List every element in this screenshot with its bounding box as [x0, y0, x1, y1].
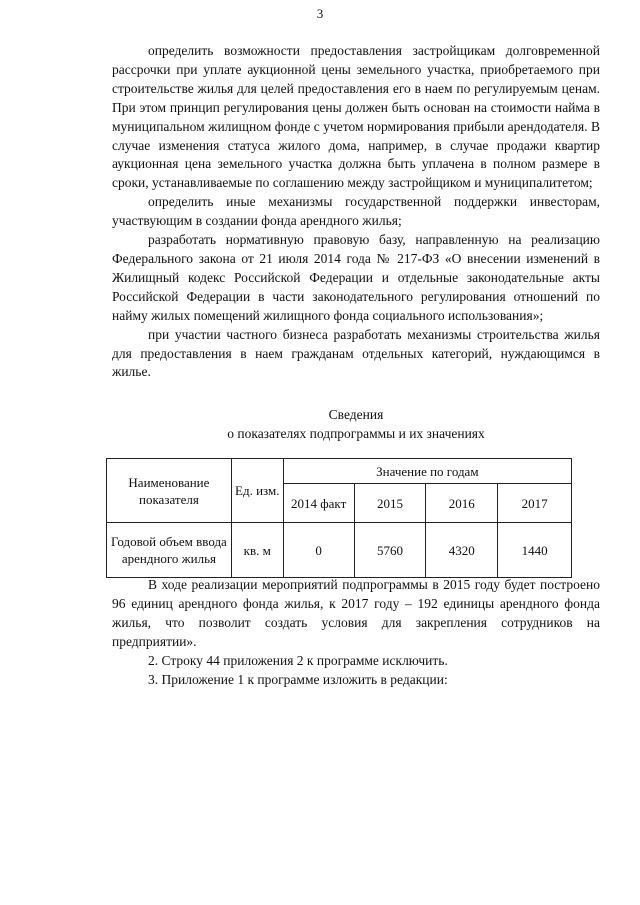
paragraph: разработать нормативную правовую базу, направленную на реализацию Федерального закона от 21 июля 2014 года № 217-ФЗ «О внесении изменений в Жилищный кодекс Российской Федерации и отдельные законодательные акты Российской Федерации в части законодательного регулирования отношений по найму жилых помещений жилищного фонда социального использования»;: [112, 232, 600, 323]
row-value: 4320: [426, 523, 498, 578]
header-year: 2016: [426, 484, 498, 523]
section-title: Сведения: [328, 407, 384, 422]
row-indicator-name: Годовой объем ввода арендного жилья: [107, 523, 232, 578]
indicators-table: [106, 458, 572, 578]
row-unit: кв. м: [231, 523, 283, 578]
row-value: 5760: [354, 523, 426, 578]
body-text: [112, 42, 600, 382]
paragraph: 2. Строку 44 приложения 2 к программе исключить.: [148, 652, 448, 668]
closing-text: [112, 576, 600, 689]
table-header-row: [107, 459, 572, 484]
paragraph: определить возможности предоставления застройщикам долговременной рассрочки при уплате аукционной цены земельного участка, приобретаемого при строительстве жилья для целей предоставления его в наем по регулируемым ценам. При этом принцип регулирования цены должен быть основан на стоимости найма в муниципальном жилищном фонде с учетом нормирования прибыли арендодателя. В случае изменения статуса жилого дома, например, в случае продажи квартир аукционная цена земельного участка должна быть уплачена в полном размере в сроки, устанавливаемые по соглашению между застройщиком и муниципалитетом;: [112, 43, 600, 191]
page-number: 3: [316, 6, 324, 21]
section-subtitle: о показателях подпрограммы и их значениях: [227, 425, 485, 441]
paragraph: при участии частного бизнеса разработать механизмы строительства жилья для предоставления в наем гражданам отдельных категорий, нуждающимся в жилье.: [112, 326, 600, 380]
header-values-by-year: Значение по годам: [283, 459, 571, 484]
paragraph: определить иные механизмы государственной поддержки инвесторам, участвующим в создании фонда арендного жилья;: [112, 194, 600, 229]
header-year: 2014 факт: [283, 484, 354, 523]
table-row: [107, 523, 572, 578]
header-unit: Ед. изм.: [231, 459, 283, 523]
row-value: 1440: [498, 523, 572, 578]
paragraph: 3. Приложение 1 к программе изложить в редакции:: [148, 671, 448, 687]
header-year: 2015: [354, 484, 426, 523]
section-heading: [112, 406, 600, 444]
header-indicator-name: Наименование показателя: [107, 459, 232, 523]
row-value: 0: [283, 523, 354, 578]
header-year: 2017: [498, 484, 572, 523]
paragraph: В ходе реализации мероприятий подпрограммы в 2015 году будет построено 96 единиц арендного фонда жилья, к 2017 году – 192 единицы арендного фонда жилья, что позволит создать условия для закрепления сотрудников на предприятии».: [112, 577, 600, 649]
